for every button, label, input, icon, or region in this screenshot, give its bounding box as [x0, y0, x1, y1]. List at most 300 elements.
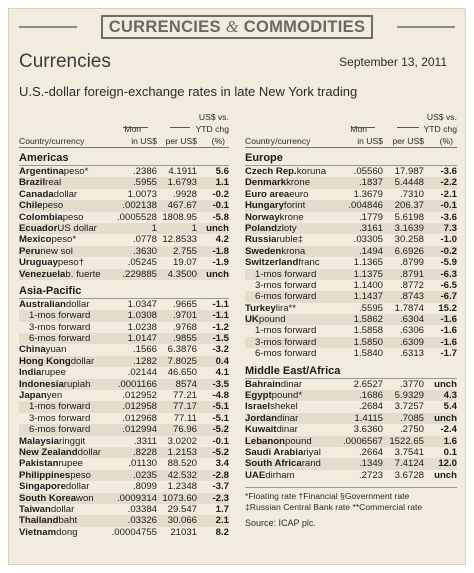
country-name: Argentina: [19, 166, 64, 177]
country-name: Chile: [19, 200, 43, 212]
country-name: Malaysia: [19, 435, 60, 447]
country-name: UK: [245, 314, 259, 326]
country-name: Philippines: [19, 469, 71, 481]
header-ytd: YTD chg: [195, 124, 229, 134]
right-table-header: [245, 111, 457, 148]
currency-name: forint: [283, 200, 306, 212]
value-per-usd: 17.987: [394, 166, 424, 177]
currency-name: dollar: [65, 481, 90, 493]
value-per-usd: 5.4448: [394, 177, 424, 189]
country-name: Australian: [19, 298, 66, 310]
row-label: [19, 469, 91, 481]
table-row: [19, 447, 229, 458]
header-mon: Mon: [350, 124, 367, 134]
currency-name: dollar: [50, 503, 75, 515]
row-label: [19, 446, 102, 458]
country-name: Japan: [19, 390, 47, 402]
country-name: Canada: [19, 188, 54, 200]
value-ytd-change: -1.2: [212, 321, 229, 333]
row-label: [245, 222, 297, 234]
header-pct: (%): [211, 136, 225, 146]
row-label: [19, 355, 95, 367]
table-row: [19, 223, 229, 234]
value-in-usd: .0006567: [342, 435, 383, 447]
row-label: [245, 166, 327, 177]
value-per-usd: 29.547: [167, 503, 197, 515]
value-ytd-change: -3.7: [212, 481, 229, 493]
value-per-usd: .2750: [399, 424, 424, 436]
table-row: [245, 470, 457, 481]
header-mon: Mon: [124, 124, 141, 134]
currency-name: peso: [62, 211, 84, 223]
country-name: Taiwan: [19, 503, 51, 515]
row-label: [245, 446, 321, 458]
section-heading: Middle East/Africa: [245, 364, 457, 379]
value-per-usd: .8772: [399, 279, 424, 291]
row-label: [245, 424, 298, 436]
currency-name: dinar: [276, 424, 298, 436]
value-ytd-change: -6.7: [440, 291, 457, 303]
table-row: [19, 424, 229, 435]
table-row: [245, 436, 457, 447]
value-ytd-change: -3.6: [440, 166, 457, 177]
value-per-usd: 7.8025: [167, 355, 197, 367]
value-in-usd: 1.5840: [353, 348, 383, 360]
value-per-usd: .9928: [172, 188, 197, 200]
value-ytd-change: -2.1: [440, 188, 457, 200]
table-row: [245, 413, 457, 424]
row-label: [19, 435, 86, 447]
value-in-usd: .012968: [122, 412, 157, 424]
row-label: [245, 412, 299, 424]
value-per-usd: 12.8533: [162, 234, 197, 246]
value-per-usd: 4.3500: [167, 268, 197, 280]
row-label: [19, 344, 67, 356]
banner-rule-right: [397, 26, 455, 28]
currency-name: pound*: [271, 390, 303, 402]
left-column: [19, 111, 229, 538]
country-name: Uruguay: [19, 257, 58, 269]
publication-date: September 13, 2011: [339, 55, 447, 69]
row-label: [245, 314, 286, 326]
currency-name: krone: [279, 211, 304, 223]
value-ytd-change: 4.2: [215, 234, 229, 246]
table-row: [245, 189, 457, 200]
value-per-usd: 5.6198: [394, 211, 424, 223]
table-row: [245, 424, 457, 435]
value-per-usd: 1073.60: [162, 492, 197, 504]
table-row: [245, 234, 457, 245]
table-row: [19, 367, 229, 378]
currency-name: franc: [298, 257, 320, 269]
currency-name: dinar: [277, 412, 299, 424]
value-per-usd: 1522.65: [389, 435, 424, 447]
value-ytd-change: 15.2: [438, 302, 457, 314]
currency-name: pound: [284, 435, 312, 447]
value-ytd-change: -1.1: [212, 310, 229, 322]
value-in-usd: 3.6360: [353, 424, 383, 436]
value-in-usd: .012952: [122, 390, 157, 402]
value-in-usd: 1.0347: [127, 298, 157, 310]
row-label: [245, 245, 306, 257]
currency-name: 6-mos forward: [29, 424, 91, 436]
value-ytd-change: -2.2: [440, 177, 457, 189]
row-label: [245, 378, 303, 390]
value-ytd-change: 2.1: [215, 515, 229, 527]
value-per-usd: 77.11: [173, 412, 197, 424]
row-label: [245, 200, 306, 212]
country-name: Bahrain: [245, 378, 281, 390]
value-per-usd: 30.258: [394, 234, 424, 246]
value-in-usd: .01130: [128, 458, 157, 470]
table-row: [245, 401, 457, 412]
value-in-usd: .002138: [122, 200, 157, 212]
row-label: [245, 435, 312, 447]
value-in-usd: .03326: [127, 515, 157, 527]
value-in-usd: 1.1400: [353, 279, 383, 291]
value-ytd-change: unch: [434, 378, 457, 390]
banner-left-word: CURRENCIES: [108, 18, 221, 36]
value-per-usd: 7.4124: [394, 458, 424, 470]
value-in-usd: 1.5858: [353, 325, 383, 337]
value-ytd-change: -2.4: [440, 424, 457, 436]
value-in-usd: 1.0308: [127, 310, 157, 322]
country-name: South Korea: [19, 492, 77, 504]
value-per-usd: .6309: [399, 336, 424, 348]
section-heading: Europe: [245, 151, 457, 166]
currency-name: krone: [286, 177, 311, 189]
header-ytd: YTD chg: [423, 124, 457, 134]
value-per-usd: 4.1911: [168, 166, 197, 177]
value-in-usd: .03305: [353, 234, 383, 246]
value-in-usd: .012958: [122, 401, 157, 413]
row-label: [19, 268, 101, 280]
country-name: Pakistan: [19, 458, 59, 470]
currency-name: 1-mos forward: [255, 325, 317, 337]
value-in-usd: 1.1437: [353, 291, 383, 303]
section-banner: [19, 15, 455, 39]
header-per-us: per US$: [165, 136, 197, 146]
country-name: Poland: [245, 222, 277, 234]
row-label: [19, 298, 90, 310]
value-in-usd: .1494: [358, 245, 383, 257]
row-label: [19, 177, 62, 189]
left-table-body: [19, 151, 229, 538]
currency-name: won: [76, 492, 94, 504]
value-ytd-change: -4.8: [212, 390, 229, 402]
section-heading: Asia-Pacific: [19, 284, 229, 299]
row-label: [19, 257, 85, 269]
country-name: Turkey: [245, 302, 276, 314]
value-ytd-change: unch: [434, 412, 457, 424]
value-ytd-change: -1.6: [440, 325, 457, 337]
value-ytd-change: 7.3: [443, 222, 457, 234]
value-per-usd: 88.520: [167, 458, 197, 470]
value-in-usd: .3161: [358, 222, 383, 234]
header-in-us: in US$: [131, 136, 157, 146]
table-row: [245, 177, 457, 188]
country-name: Colombia: [19, 211, 63, 223]
table-row: [19, 356, 229, 367]
value-in-usd: 1.0147: [127, 333, 157, 345]
table-row: [19, 299, 229, 310]
value-in-usd: .1349: [358, 458, 383, 470]
value-in-usd: 1.3679: [353, 188, 383, 200]
value-per-usd: .6306: [399, 325, 424, 337]
value-in-usd: .0009314: [116, 492, 157, 504]
banner-ampersand: &: [225, 17, 239, 36]
right-column: [245, 111, 457, 528]
currency-name: euro: [289, 188, 309, 200]
header-country: Country/currency: [19, 136, 85, 146]
currency-name: peso*: [63, 166, 89, 177]
currency-name: dollar: [53, 188, 78, 200]
value-in-usd: 1: [151, 222, 157, 234]
value-ytd-change: -1.6: [440, 336, 457, 348]
country-name: India: [19, 367, 42, 379]
page-subtitle: U.S.-dollar foreign-exchange rates in late New York trading: [19, 84, 358, 99]
currency-name: rupee: [58, 458, 84, 470]
country-name: Hungary: [245, 200, 284, 212]
value-in-usd: .1282: [132, 355, 157, 367]
value-ytd-change: -1.8: [212, 245, 229, 257]
value-per-usd: .9855: [172, 333, 197, 345]
currency-name: peso: [42, 200, 64, 212]
currency-name: 6-mos forward: [255, 291, 317, 303]
currency-name: yuan: [45, 344, 67, 356]
table-row: [245, 223, 457, 234]
row-label: [245, 211, 304, 223]
value-per-usd: 30.066: [167, 515, 197, 527]
row-label: [245, 188, 309, 200]
value-in-usd: .3630: [132, 245, 157, 257]
value-ytd-change: -3.5: [212, 378, 229, 390]
value-in-usd: .05245: [127, 257, 157, 269]
value-per-usd: 1.2153: [167, 446, 197, 458]
value-in-usd: .0778: [132, 234, 157, 246]
value-per-usd: .9665: [172, 298, 197, 310]
row-label: [245, 469, 295, 481]
value-per-usd: 2.755: [172, 245, 197, 257]
currency-name: 6-mos forward: [29, 333, 91, 345]
value-in-usd: 1.5850: [353, 336, 383, 348]
table-row: [19, 200, 229, 211]
header-mon-rule-right: [170, 127, 190, 128]
row-label: [19, 390, 63, 402]
table-row: [19, 458, 229, 469]
currency-name: 3-mos forward: [29, 321, 91, 333]
table-row: [19, 234, 229, 245]
currency-name: 1-mos forward: [29, 401, 91, 413]
country-name: Peru: [19, 245, 41, 257]
currency-name: koruna: [296, 166, 327, 177]
value-per-usd: .6313: [399, 348, 424, 360]
value-per-usd: 76.96: [172, 424, 197, 436]
value-in-usd: .229885: [122, 268, 157, 280]
value-ytd-change: -5.1: [212, 401, 229, 413]
currency-name: new sol: [40, 245, 73, 257]
banner-rule-left: [19, 26, 77, 28]
value-ytd-change: 0.4: [215, 355, 229, 367]
table-row: [19, 177, 229, 188]
value-ytd-change: 1.6: [443, 435, 457, 447]
country-name: Switzerland: [245, 257, 299, 269]
value-in-usd: .1566: [132, 344, 157, 356]
value-ytd-change: -1.9: [212, 257, 229, 269]
country-name: South Africa: [245, 458, 302, 470]
value-in-usd: .2723: [358, 469, 383, 481]
value-ytd-change: -1.5: [212, 333, 229, 345]
value-per-usd: .8743: [399, 291, 424, 303]
value-per-usd: 77.17: [172, 401, 197, 413]
value-in-usd: .0005528: [116, 211, 157, 223]
value-in-usd: .5595: [358, 302, 383, 314]
currency-name: dinar: [280, 378, 303, 390]
row-label: [19, 458, 84, 470]
table-row: [245, 291, 457, 302]
value-in-usd: .2684: [358, 401, 383, 413]
right-table-body: [245, 151, 457, 481]
table-row: [245, 212, 457, 223]
value-ytd-change: -6.5: [440, 279, 457, 291]
value-ytd-change: 3.4: [215, 458, 229, 470]
value-ytd-change: unch: [206, 222, 229, 234]
value-ytd-change: -6.3: [440, 268, 457, 280]
table-row: [19, 257, 229, 268]
value-in-usd: .3311: [133, 435, 157, 447]
value-ytd-change: 4.3: [443, 390, 457, 402]
currency-name: dollar: [70, 355, 95, 367]
table-row: [245, 303, 457, 314]
country-name: China: [19, 344, 46, 356]
row-label: [19, 492, 94, 504]
value-in-usd: .5955: [132, 177, 157, 189]
currency-name: 3-mos forward: [255, 336, 317, 348]
table-row: [19, 401, 229, 412]
currency-name: zloty: [276, 222, 297, 234]
country-name: New Zealand: [19, 446, 78, 458]
value-per-usd: .3770: [399, 378, 424, 390]
value-in-usd: 1.5862: [353, 314, 383, 326]
value-per-usd: 206.37: [394, 200, 424, 212]
value-per-usd: 1808.95: [162, 211, 197, 223]
value-in-usd: .02144: [127, 367, 157, 379]
country-name: Denmark: [245, 177, 287, 189]
currency-name: dirham: [265, 469, 295, 481]
country-name: Thailand: [19, 515, 59, 527]
header-mon-rule-right: [397, 127, 419, 128]
currency-name: b. fuerte: [65, 268, 101, 280]
value-in-usd: 1.4115: [354, 412, 383, 424]
country-name: Israel: [245, 401, 271, 413]
currency-name: real: [45, 177, 62, 189]
row-label: [19, 503, 75, 515]
value-in-usd: .004846: [348, 200, 383, 212]
row-label: [245, 177, 311, 189]
currency-name: dollar: [65, 298, 90, 310]
table-row: [19, 166, 229, 177]
value-ytd-change: -3.6: [440, 211, 457, 223]
country-name: Czech Rep.: [245, 166, 297, 177]
value-in-usd: .8099: [132, 481, 157, 493]
value-per-usd: .7310: [399, 188, 424, 200]
currency-name: lira**: [275, 302, 297, 314]
table-row: [19, 246, 229, 257]
value-in-usd: .1686: [358, 390, 383, 402]
value-in-usd: .05560: [353, 166, 383, 177]
banner-title: [101, 15, 374, 39]
table-row: [19, 310, 229, 321]
value-per-usd: 3.1639: [394, 222, 424, 234]
currency-name: 1-mos forward: [29, 310, 91, 322]
value-per-usd: 3.7257: [394, 401, 424, 413]
header-pct: (%): [439, 136, 453, 146]
value-per-usd: 1.6793: [167, 177, 197, 189]
header-us-vs: US$ vs.: [198, 112, 229, 122]
currency-name: 1-mos forward: [255, 268, 317, 280]
table-row: [245, 166, 457, 177]
value-per-usd: 77.21: [172, 390, 197, 402]
value-in-usd: .8228: [132, 446, 157, 458]
currency-name: rupiah: [63, 378, 91, 390]
header-country: Country/currency: [245, 136, 311, 146]
country-name: Russia: [245, 234, 277, 246]
value-in-usd: .03384: [127, 503, 157, 515]
value-per-usd: 42.532: [167, 469, 197, 481]
row-label: [19, 222, 97, 234]
value-per-usd: 467.67: [167, 200, 197, 212]
table-row: [19, 527, 229, 538]
value-per-usd: 6.6926: [394, 245, 424, 257]
value-ytd-change: -0.1: [212, 435, 229, 447]
header-mon-rule-left: [123, 127, 148, 128]
table-row: [19, 504, 229, 515]
currency-name: pound: [258, 314, 286, 326]
value-per-usd: 5.9329: [394, 390, 424, 402]
value-per-usd: .8791: [399, 268, 424, 280]
value-per-usd: 1.2348: [167, 481, 197, 493]
table-row: [19, 390, 229, 401]
value-in-usd: 1.1365: [353, 257, 383, 269]
source-credit: Source: ICAP plc.: [245, 518, 316, 529]
value-ytd-change: -5.8: [212, 211, 229, 223]
currency-name: peso*: [51, 234, 77, 246]
section-heading: Americas: [19, 151, 229, 166]
value-per-usd: .9768: [172, 321, 197, 333]
value-in-usd: .2664: [358, 446, 383, 458]
country-name: Jordan: [245, 412, 277, 424]
value-ytd-change: -0.1: [440, 200, 457, 212]
left-table-header: [19, 111, 229, 148]
value-per-usd: 1: [191, 222, 197, 234]
value-ytd-change: 4.1: [215, 367, 229, 379]
table-row: [19, 470, 229, 481]
row-label: [245, 458, 321, 470]
row-label: [245, 390, 303, 402]
value-per-usd: 3.7541: [394, 446, 424, 458]
table-row: [19, 436, 229, 447]
value-in-usd: .012994: [122, 424, 157, 436]
table-row: [245, 325, 457, 336]
currency-name: 3-mos forward: [29, 412, 91, 424]
currency-name: baht: [58, 515, 78, 527]
value-in-usd: 2.6527: [353, 378, 383, 390]
country-name: Lebanon: [245, 435, 285, 447]
table-row: [245, 269, 457, 280]
value-ytd-change: -5.2: [212, 446, 229, 458]
table-row: [19, 493, 229, 504]
row-label: [19, 200, 64, 212]
